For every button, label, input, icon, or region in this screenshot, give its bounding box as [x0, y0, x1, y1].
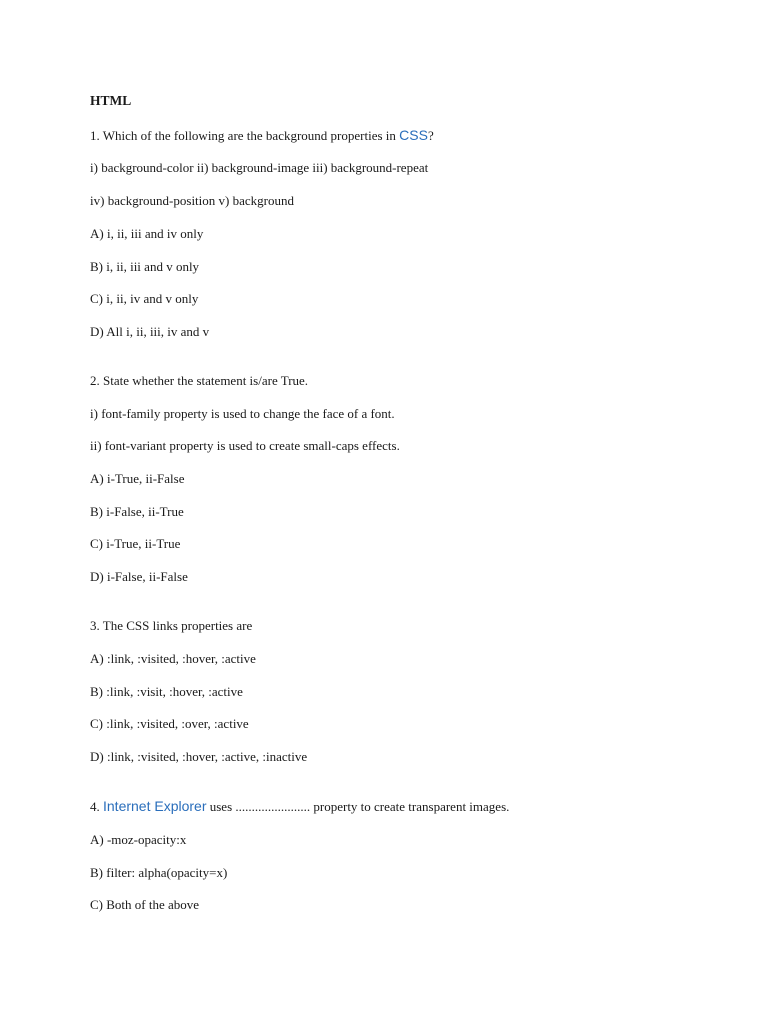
question-2-option-b: B) i-False, ii-True: [90, 504, 184, 519]
question-3-option-b: B) :link, :visit, :hover, :active: [90, 684, 243, 699]
internet-explorer-link[interactable]: Internet Explorer: [103, 798, 207, 814]
question-1-option-d: D) All i, ii, iii, iv and v: [90, 324, 210, 339]
question-1-option-c: C) i, ii, iv and v only: [90, 291, 199, 306]
question-2-option-d: D) i-False, ii-False: [90, 569, 188, 584]
question-1-option-a: A) i, ii, iii and iv only: [90, 226, 204, 241]
question-3-option-a: A) :link, :visited, :hover, :active: [90, 651, 256, 666]
question-1-prefix: 1. Which of the following are the background properties in: [90, 128, 400, 143]
question-2: 2. State whether the statement is/are True.: [90, 373, 309, 388]
question-2-option-a: A) i-True, ii-False: [90, 471, 185, 486]
question-4-option-a: A) -moz-opacity:x: [90, 832, 187, 847]
question-3-option-d: D) :link, :visited, :hover, :active, :inactive: [90, 749, 308, 764]
question-4-suffix: uses ....................... property to create transparent images.: [206, 799, 510, 814]
question-2-line-3: ii) font-variant property is used to create small-caps effects.: [90, 438, 400, 453]
question-4-option-b: B) filter: alpha(opacity=x): [90, 865, 228, 880]
question-3: 3. The CSS links properties are: [90, 618, 253, 633]
question-1-suffix: ?: [427, 128, 434, 143]
question-3-option-c: C) :link, :visited, :over, :active: [90, 716, 249, 731]
question-1: [90, 127, 434, 144]
question-1-line-3: iv) background-position v) background: [90, 193, 294, 208]
document-heading: HTML: [90, 93, 132, 108]
question-1-line-2: i) background-color ii) background-image iii) background-repeat: [90, 160, 429, 175]
question-4-option-c: C) Both of the above: [90, 897, 200, 912]
question-1-option-b: B) i, ii, iii and v only: [90, 259, 200, 274]
question-2-line-2: i) font-family property is used to change the face of a font.: [90, 406, 395, 421]
question-4-prefix: 4.: [90, 799, 103, 814]
question-2-option-c: C) i-True, ii-True: [90, 536, 181, 551]
question-4: [90, 798, 509, 815]
css-link[interactable]: CSS: [399, 127, 428, 143]
